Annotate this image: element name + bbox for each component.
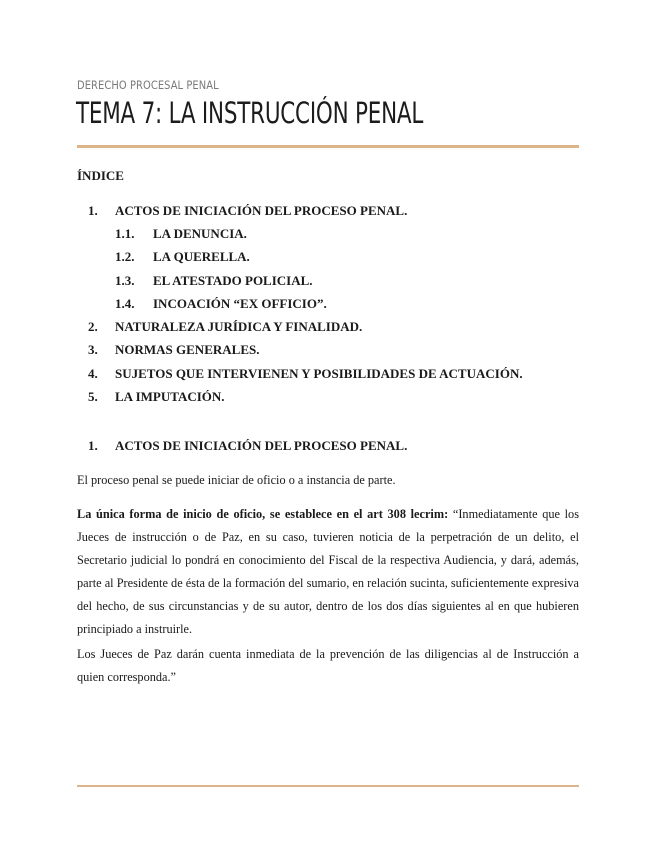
paragraph-quote: “Inmediatamente que los Jueces de instrucción o de Paz, en su caso, tuvieren noticia de la perpetración de un delito, el Secretario judicial lo pondrá en conocimiento del Fiscal de la respectiva Audiencia, y dará, además, parte al Presidente de ésta de la formación del sumario, en relación sucinta, suficientemente expresiva del hecho, de sus circunstancias y de su autor, dentro de los dos días siguientes al en que hubieren principiado a instruirle. — [77, 507, 579, 636]
title-divider — [77, 145, 579, 148]
paragraph: Los Jueces de Paz darán cuenta inmediata de la prevención de las diligencias al de Instrucción a quien corresponda.” — [77, 647, 579, 684]
course-kicker: DERECHO PROCESAL PENAL — [77, 78, 219, 92]
toc-item-label: ACTOS DE INICIACIÓN DEL PROCESO PENAL. — [115, 203, 408, 218]
page-title: TEMA 7: LA INSTRUCCIÓN PENAL — [76, 96, 424, 130]
toc-heading: ÍNDICE — [77, 168, 124, 183]
footer-divider — [77, 785, 579, 787]
toc-item-number: 1.1. — [115, 226, 135, 241]
toc-item-number: 2. — [88, 319, 98, 334]
toc-item-label: NATURALEZA JURÍDICA Y FINALIDAD. — [115, 319, 363, 334]
toc-item-label: LA IMPUTACIÓN. — [115, 389, 225, 404]
toc-item-label: LA QUERELLA. — [153, 249, 250, 264]
paragraph-bold-lead: La única forma de inicio de oficio, se establece en el art 308 lecrim: — [77, 507, 449, 521]
toc-item-number: 3. — [88, 342, 98, 357]
toc-item-number: 1. — [88, 203, 98, 218]
section-number: 1. — [88, 438, 98, 453]
toc-item-number: 5. — [88, 389, 98, 404]
toc-item-label: INCOACIÓN “EX OFFICIO”. — [153, 296, 327, 311]
paragraph: El proceso penal se puede iniciar de oficio o a instancia de parte. — [77, 473, 396, 487]
toc-item-label: EL ATESTADO POLICIAL. — [153, 273, 313, 288]
paragraph — [77, 503, 579, 641]
toc-item-label: LA DENUNCIA. — [153, 226, 247, 241]
section-title: ACTOS DE INICIACIÓN DEL PROCESO PENAL. — [115, 438, 408, 453]
toc-item-number: 1.4. — [115, 296, 135, 311]
toc-item-number: 1.2. — [115, 249, 135, 264]
toc-item-number: 4. — [88, 366, 98, 381]
toc-item-label: NORMAS GENERALES. — [115, 342, 260, 357]
toc-item-number: 1.3. — [115, 273, 135, 288]
toc-item-label: SUJETOS QUE INTERVIENEN Y POSIBILIDADES DE ACTUACIÓN. — [115, 366, 523, 381]
